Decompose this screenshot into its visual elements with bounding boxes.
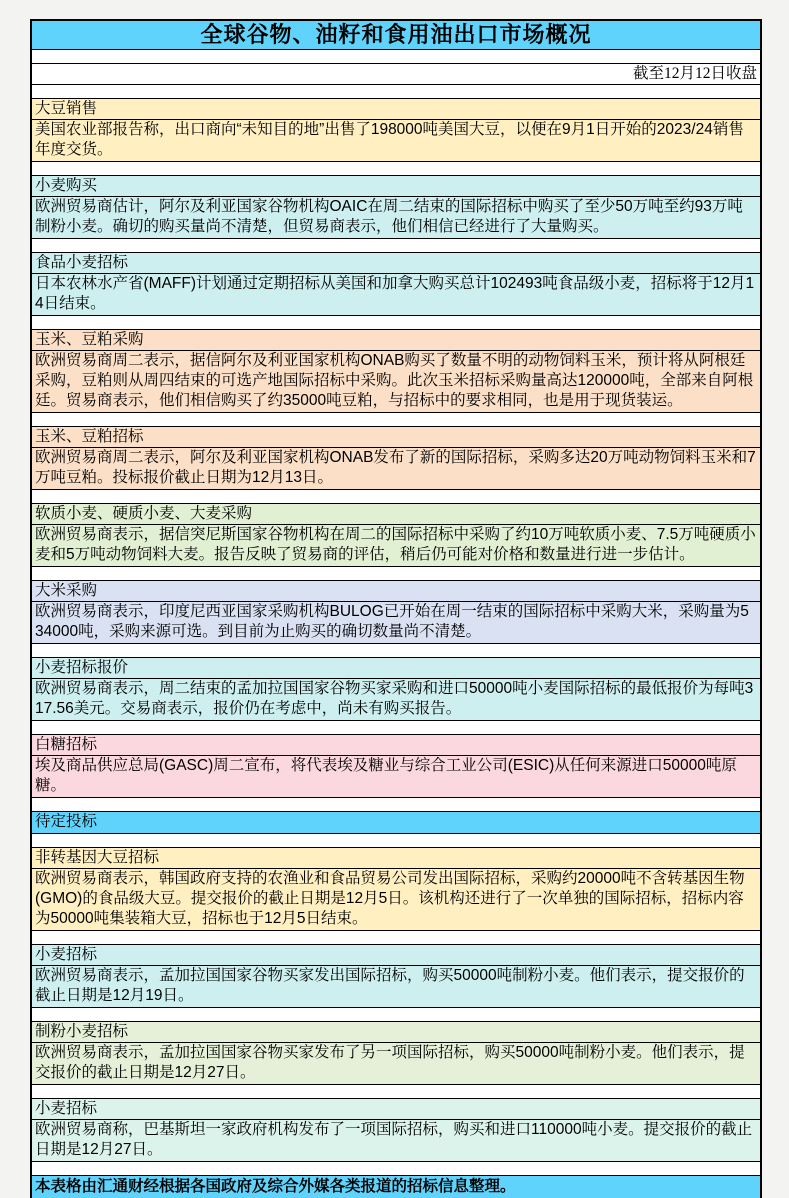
section-header: 玉米、豆粕招标: [32, 427, 760, 448]
section-body: 欧洲贸易商表示，据信突尼斯国家谷物机构在周二的国际招标中采购了约10万吨软质小麦、7.5万吨硬质小麦和5万吨动物饲料大麦。报告反映了贸易商的评估，稍后仍可能对价格和数量进行进一步估计。: [32, 525, 760, 567]
sections-container: [32, 99, 760, 1176]
section-body: 欧洲贸易商表示，韩国政府支持的农渔业和食品贸易公司发出国际招标，采购约20000吨不含转基因生物(GMO)的食品级大豆。提交报价的截止日期是12月5日。该机构还进行了一次单独的国际招标，招标内容为50000吨集装箱大豆，招标也于12月5日结束。: [32, 869, 760, 931]
spacer-row: [32, 1008, 760, 1022]
spacer-row: [32, 1162, 760, 1176]
section-header: 制粉小麦招标: [32, 1022, 760, 1043]
report-section: [32, 945, 760, 1022]
report-section: [32, 330, 760, 427]
spacer-row: [32, 85, 760, 99]
section-body: 美国农业部报告称，出口商向“未知目的地”出售了198000吨美国大豆，以便在9月1日开始的2023/24销售年度交货。: [32, 120, 760, 162]
section-header: 大米采购: [32, 581, 760, 602]
spacer-row: [32, 834, 760, 848]
spacer-row: [32, 239, 760, 253]
report-section: [32, 427, 760, 504]
spacer-row: [32, 413, 760, 427]
section-header: 非转基因大豆招标: [32, 848, 760, 869]
section-header: 小麦招标: [32, 945, 760, 966]
section-body: 欧洲贸易商表示，周二结束的孟加拉国国家谷物买家采购和进口50000吨小麦国际招标的最低报价为每吨317.56美元。交易商表示，报价仍在考虑中，尚未有购买报告。: [32, 679, 760, 721]
section-body: 欧洲贸易商周二表示，据信阿尔及利亚国家机构ONAB购买了数量不明的动物饲料玉米，预计将从阿根廷采购，豆粕则从周四结束的可选产地国际招标中采购。此次玉米招标采购量高达120000吨，全部来自阿根廷。贸易商表示，他们相信购买了约35000吨豆粕，与招标中的要求相同，也是用于现货装运。: [32, 351, 760, 413]
spacer-row: [32, 567, 760, 581]
section-header: 软质小麦、硬质小麦、大麦采购: [32, 504, 760, 525]
spacer-row: [32, 644, 760, 658]
report-section: [32, 658, 760, 735]
section-body: 欧洲贸易商估计，阿尔及利亚国家谷物机构OAIC在周二结束的国际招标中购买了至少50万吨至约93万吨制粉小麦。确切的购买量尚不清楚，但贸易商表示，他们相信已经进行了大量购买。: [32, 197, 760, 239]
section-body: 欧洲贸易商表示，孟加拉国国家谷物买家发布了另一项国际招标，购买50000吨制粉小麦。他们表示，提交报价的截止日期是12月27日。: [32, 1043, 760, 1085]
section-header: 大豆销售: [32, 99, 760, 120]
report-section: [32, 848, 760, 945]
report-section: [32, 735, 760, 812]
report-section: [32, 176, 760, 253]
spacer-row: [32, 1085, 760, 1099]
report-title: 全球谷物、油籽和食用油出口市场概况: [32, 21, 760, 50]
section-header: 小麦购买: [32, 176, 760, 197]
spacer-row: [32, 931, 760, 945]
report-footer-note: 本表格由汇通财经根据各国政府及综合外媒各类报道的招标信息整理。: [32, 1176, 760, 1198]
report-section: [32, 581, 760, 658]
report-section: [32, 812, 760, 848]
section-body: 欧洲贸易商表示，印度尼西亚国家采购机构BULOG已开始在周一结束的国际招标中采购大米，采购量为534000吨，采购来源可选。到目前为止购买的确切数量尚不清楚。: [32, 602, 760, 644]
spacer-row: [32, 798, 760, 812]
section-header: 小麦招标报价: [32, 658, 760, 679]
section-body: 欧洲贸易商称，巴基斯坦一家政府机构发布了一项国际招标，购买和进口110000吨小麦。提交报价的截止日期是12月27日。: [32, 1120, 760, 1162]
spacer-row: [32, 721, 760, 735]
section-body: 埃及商品供应总局(GASC)周二宣布，将代表埃及糖业与综合工业公司(ESIC)从任何来源进口50000吨原糖。: [32, 756, 760, 798]
spacer-row: [32, 316, 760, 330]
spacer-row: [32, 490, 760, 504]
pending-tenders-divider: 待定投标: [32, 812, 760, 834]
section-body: 日本农林水产省(MAFF)计划通过定期招标从美国和加拿大购买总计102493吨食品级小麦，招标将于12月14日结束。: [32, 274, 760, 316]
spacer-row: [32, 162, 760, 176]
report-table: [30, 19, 762, 1198]
section-body: 欧洲贸易商周二表示，阿尔及利亚国家机构ONAB发布了新的国际招标，采购多达20万吨动物饲料玉米和7万吨豆粕。投标报价截止日期为12月13日。: [32, 448, 760, 490]
report-section: [32, 1099, 760, 1176]
section-header: 食品小麦招标: [32, 253, 760, 274]
report-section: [32, 1022, 760, 1099]
report-section: [32, 99, 760, 176]
as-of-date: 截至12月12日收盘: [32, 64, 760, 85]
spacer-row: [32, 50, 760, 64]
section-header: 白糖招标: [32, 735, 760, 756]
section-header: 玉米、豆粕采购: [32, 330, 760, 351]
report-section: [32, 253, 760, 330]
section-body: 欧洲贸易商表示，孟加拉国国家谷物买家发出国际招标，购买50000吨制粉小麦。他们表示，提交报价的截止日期是12月19日。: [32, 966, 760, 1008]
report-section: [32, 504, 760, 581]
section-header: 小麦招标: [32, 1099, 760, 1120]
